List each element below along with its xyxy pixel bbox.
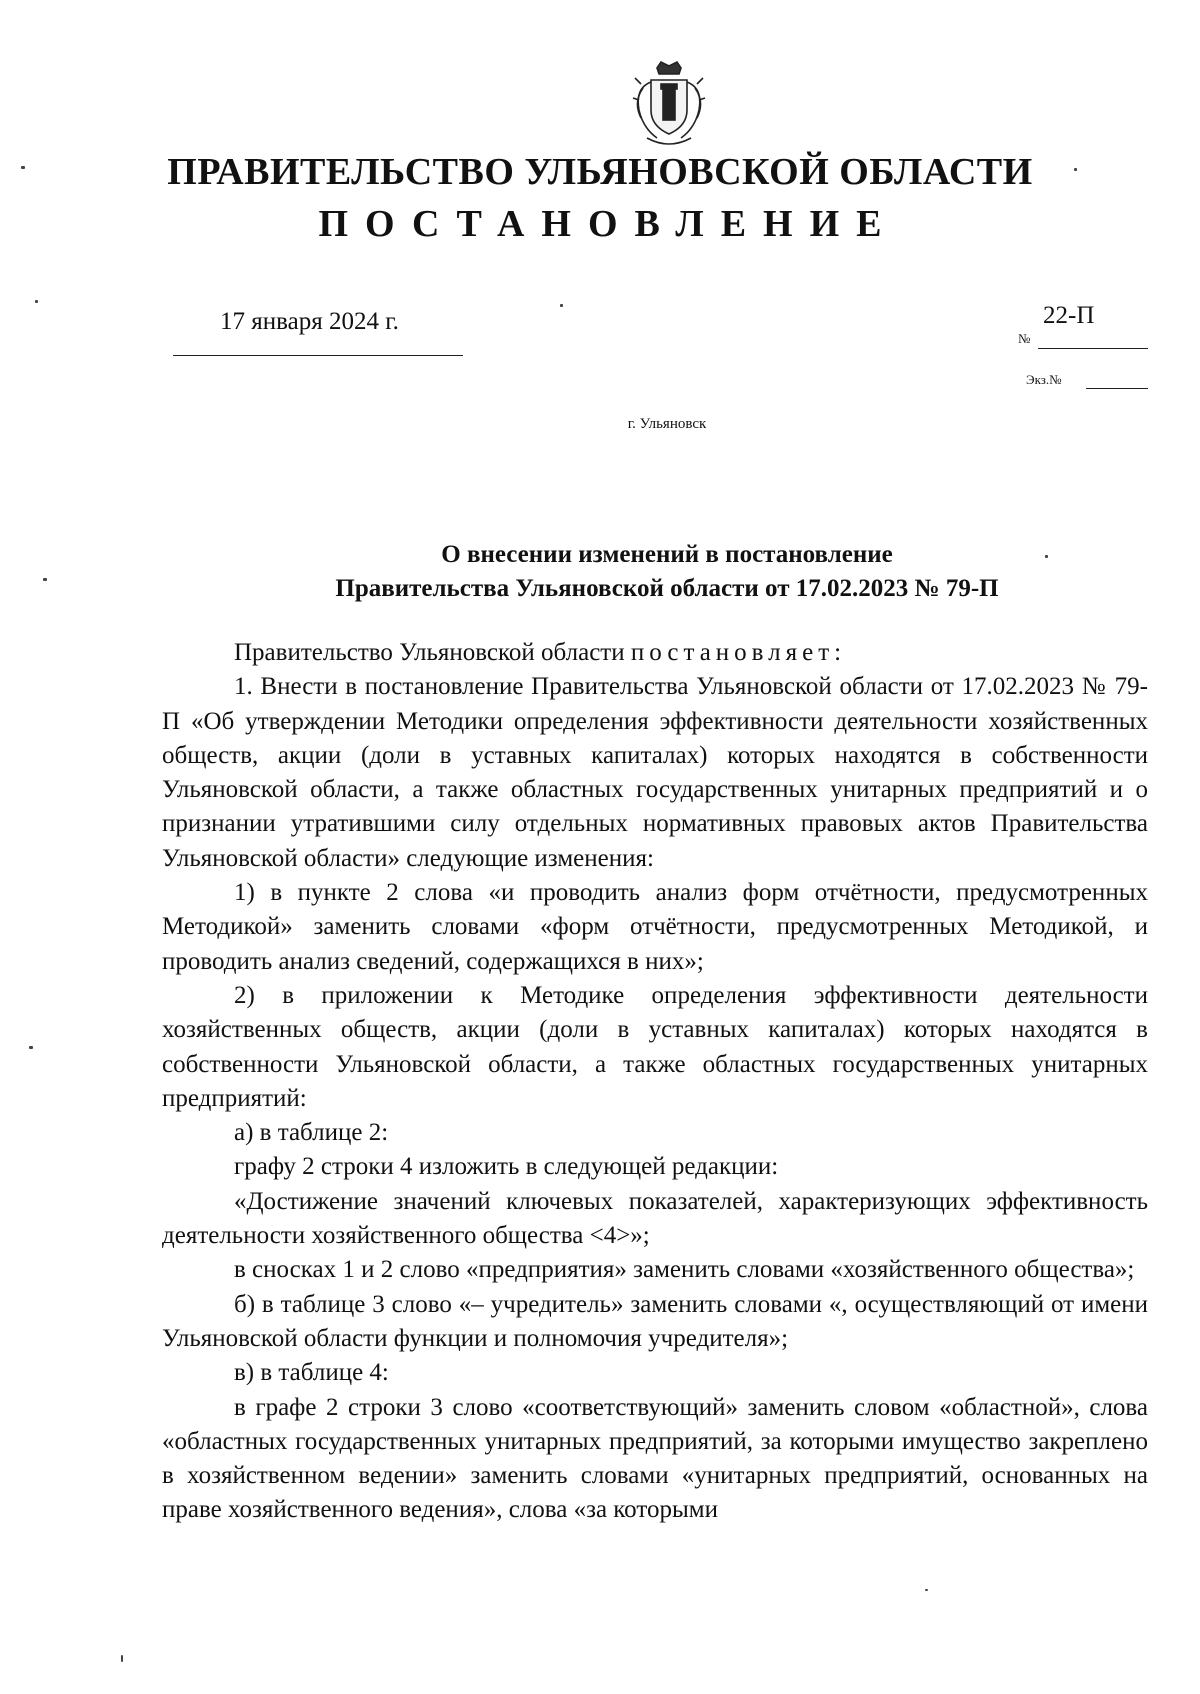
scan-speck: [29, 1046, 33, 1049]
subject-line-1: О внесении изменений в постановление: [441, 541, 893, 568]
document-body: [162, 636, 1148, 1528]
government-name: ПРАВИТЕЛЬСТВО УЛЬЯНОВСКОЙ ОБЛАСТИ: [167, 151, 1033, 193]
subject-line-2: Правительства Ульяновской области от 17.02.2023 № 79-П: [335, 575, 999, 602]
scan-speck: [43, 578, 47, 581]
paragraph: в) в таблице 4:: [234, 1359, 389, 1387]
scan-speck: [1045, 555, 1048, 558]
number-underline: [1038, 348, 1148, 349]
document-type: ПОСТАНОВЛЕНИЕ: [318, 203, 899, 245]
paragraph: 2) в приложении к Методике определения эффективности деятельности хозяйственных обществ, акции (доли в уставных капиталах) которых находятся в собственности Ульяновской области, а также областных государственных унитарных предприятий:: [162, 981, 1148, 1112]
scan-speck: [925, 1589, 928, 1591]
paragraph: б) в таблице 3 слово «– учредитель» заменить словами «, осуществляющий от имени Ульяновской области функции и полномочия учредителя»;: [162, 1290, 1148, 1352]
paragraph: «Достижение значений ключевых показателей, характеризующих эффективность деятельности хозяйственного общества <4>»;: [162, 1187, 1148, 1250]
copy-number-underline: [1086, 388, 1148, 389]
paragraph: а) в таблице 2:: [234, 1119, 389, 1147]
date-underline: [173, 355, 463, 356]
paragraph: 1) в пункте 2 слова «и проводить анализ форм отчётности, предусмотренных Методикой» заменить словами «форм отчётности, предусмотренных Методикой, и проводить анализ сведений, содержащихся в них»;: [162, 879, 1148, 975]
scan-speck: [121, 1655, 123, 1662]
preamble: [162, 636, 1148, 670]
paragraph: 1. Внести в постановление Правительства Ульяновской области от 17.02.2023 № 79-П «Об утверждении Методики определения эффективности деятельности хозяйственных обществ, акции (доли в уставных капиталах) которых находятся в собственности Ульяновской области, а также областных государственных унитарных предприятий и о признании утратившими силу отдельных нормативных правовых актов Правительства Ульяновской области» следующие изменения:: [162, 673, 1148, 872]
number-label: №: [1018, 331, 1031, 346]
city: г. Ульяновск: [627, 416, 707, 432]
scan-speck: [1074, 168, 1077, 171]
paragraph: в графе 2 строки 3 слово «соответствующий» заменить словом «областной», слова «областных государственных унитарных предприятий, за которыми имущество закреплено в хозяйственном ведении» заменить словами «унитарных предприятий, основанных на праве хозяйственного ведения», слова «за которыми: [162, 1393, 1148, 1524]
scan-speck: [21, 166, 25, 169]
document-date: 17 января 2024 г.: [220, 308, 399, 335]
document-number: 22-П: [1043, 302, 1095, 329]
document-subject: [0, 538, 1200, 606]
scan-speck: [35, 300, 38, 303]
preamble-colon: :: [834, 639, 842, 666]
paragraph: графу 2 строки 4 изложить в следующей редакции:: [234, 1153, 779, 1181]
paragraph: в сносках 1 и 2 слово «предприятия» заменить словами «хозяйственного общества»;: [234, 1256, 1135, 1284]
scan-speck: [560, 304, 563, 307]
preamble-verb: постановляет: [630, 639, 835, 666]
copy-number-label: Экз.№: [1026, 372, 1062, 387]
coat-of-arms-icon: [621, 58, 717, 154]
preamble-text: Правительство Ульяновской области: [234, 639, 631, 666]
